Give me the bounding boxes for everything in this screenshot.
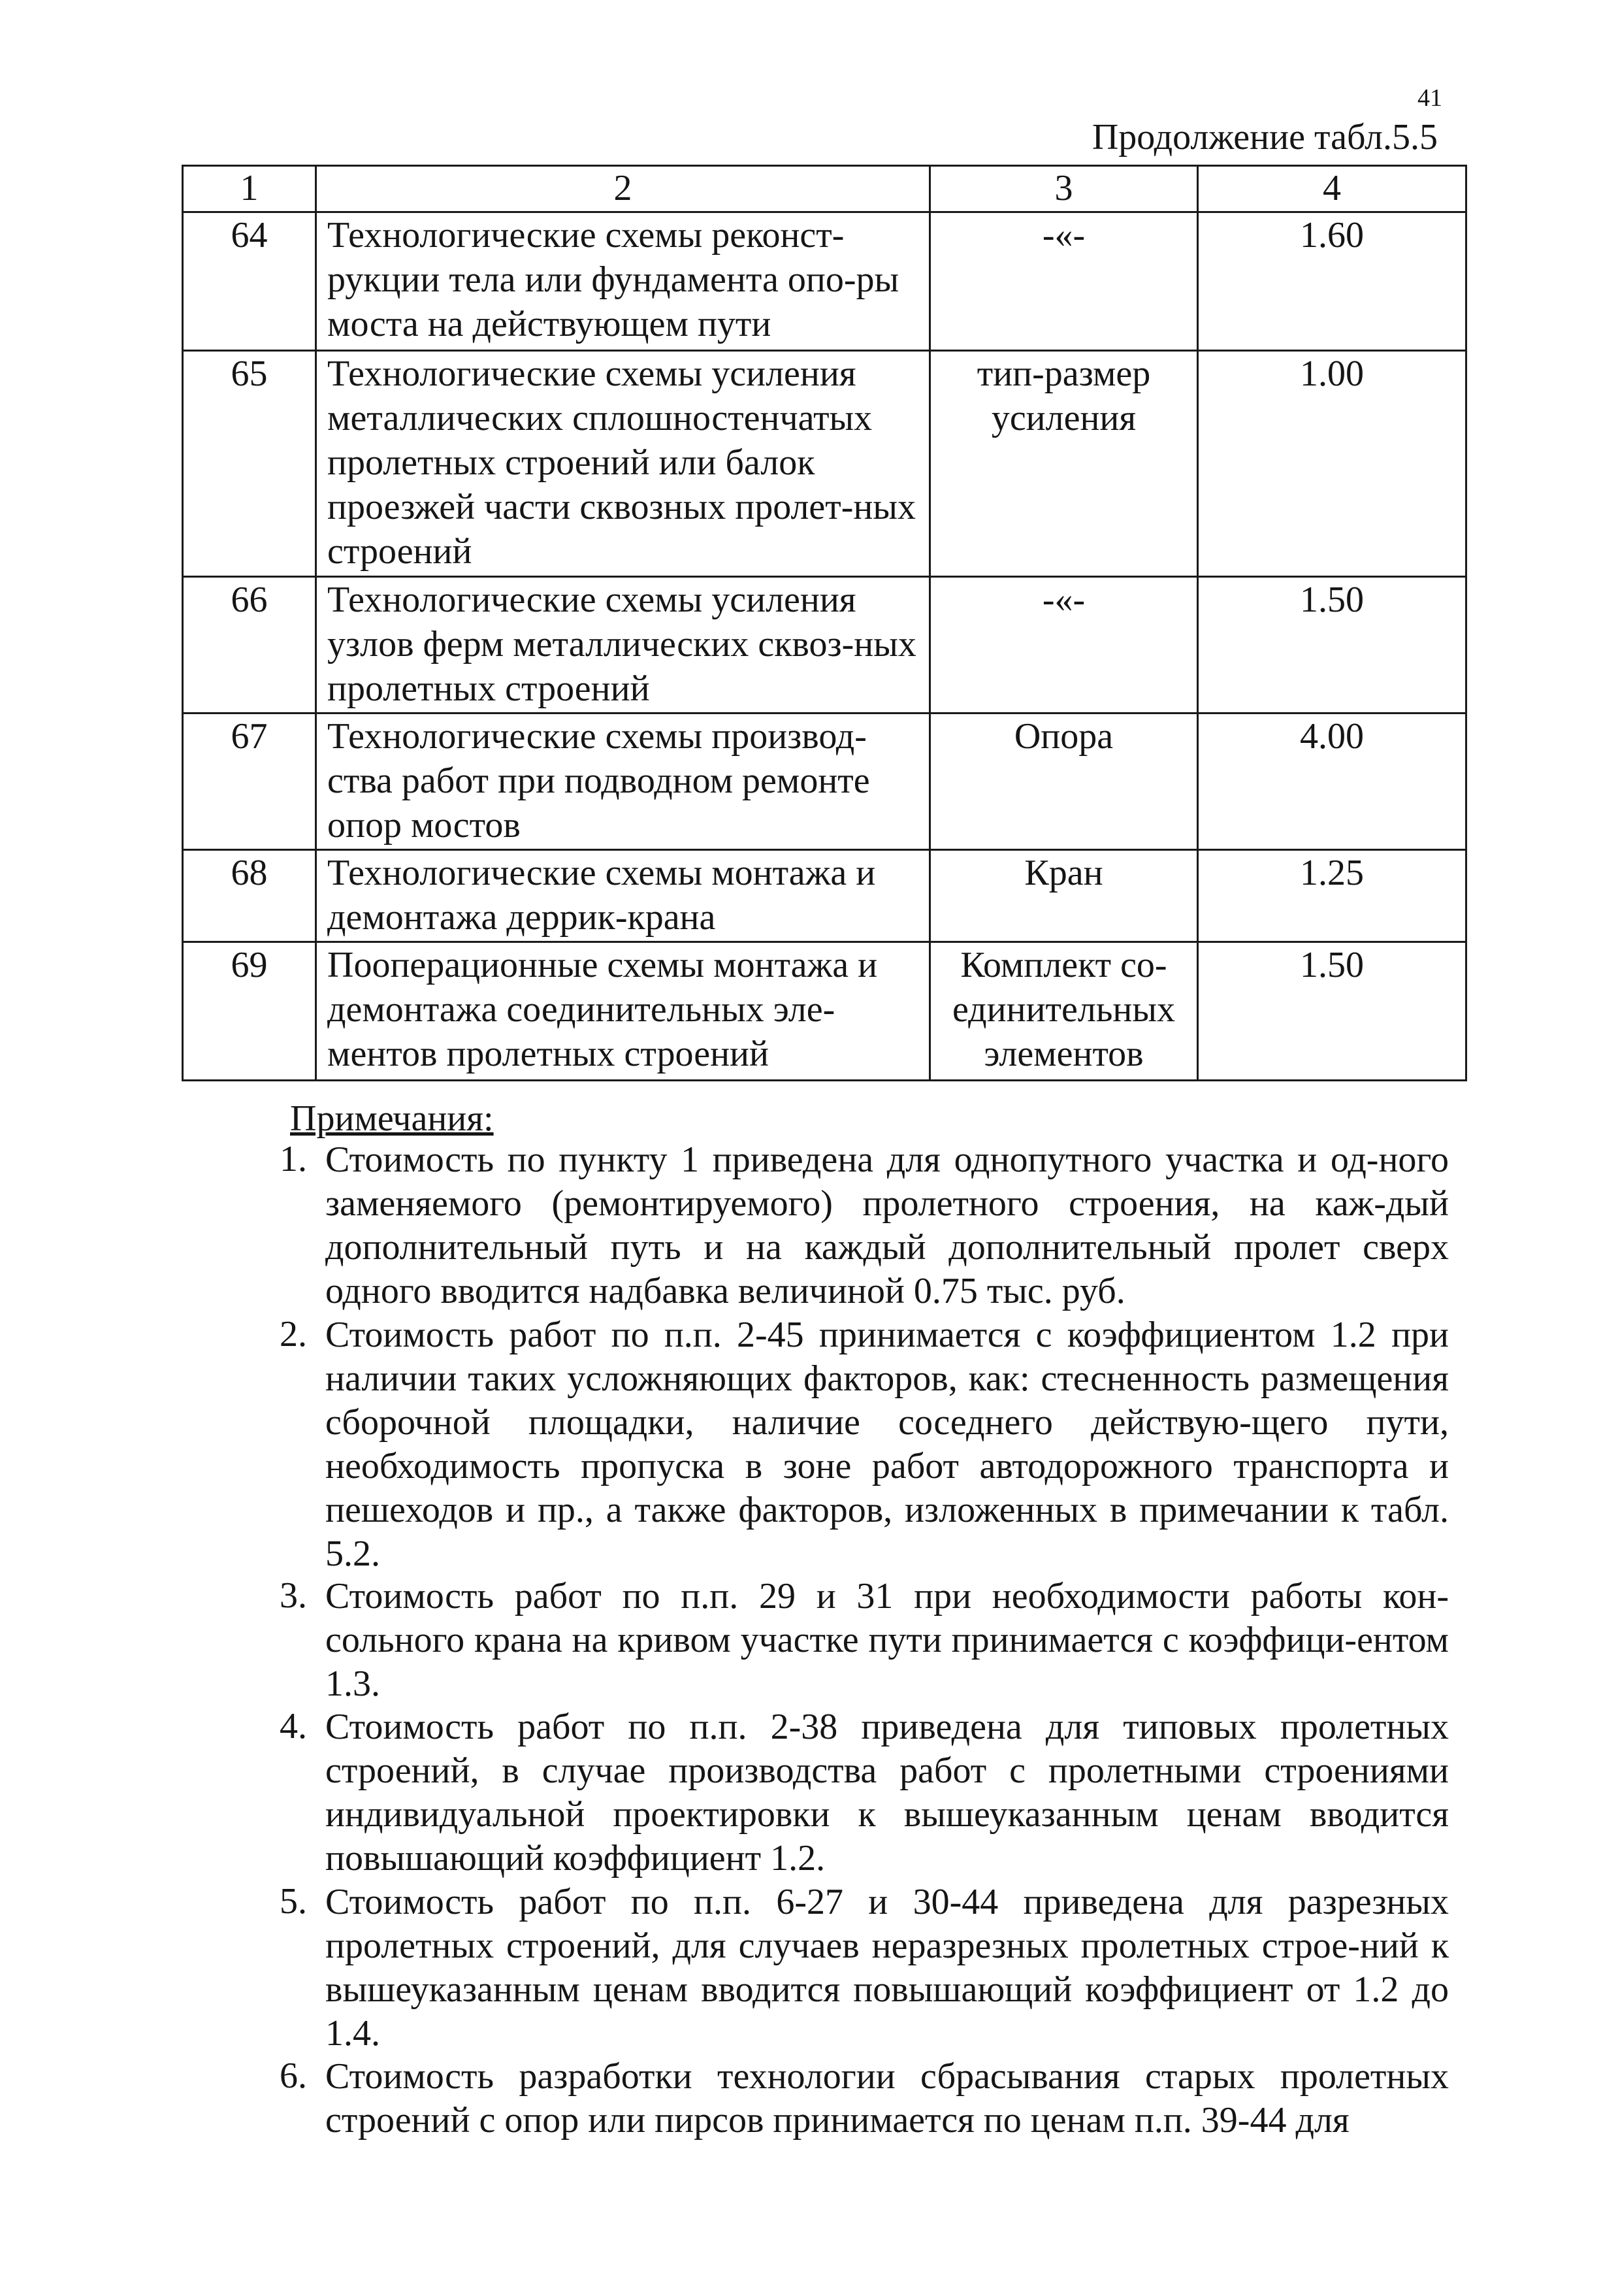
row-unit: -«- (930, 577, 1198, 713)
row-value: 4.00 (1198, 713, 1466, 850)
note-item (280, 1138, 1449, 1313)
row-value: 1.00 (1198, 351, 1466, 577)
note-item (280, 1705, 1449, 1880)
notes-title: Примечания: (290, 1098, 494, 1139)
row-unit: Опора (930, 713, 1198, 850)
note-item (280, 1575, 1449, 1706)
row-description: Технологические схемы усиления металлических сплошностенчатых пролетных строений или балок проезжей части сквозных пролет-ных строений (316, 351, 930, 577)
row-number: 69 (183, 942, 316, 1081)
row-value: 1.60 (1198, 212, 1466, 351)
note-number: 3. (280, 1575, 307, 1616)
row-number: 67 (183, 713, 316, 850)
row-value: 1.25 (1198, 850, 1466, 942)
row-description: Технологические схемы усиления узлов ферм металлических сквоз-ных пролетных строений (316, 577, 930, 713)
row-description: Пооперационные схемы монтажа и демонтажа соединительных эле-ментов пролетных строений (316, 942, 930, 1081)
header-cell-3: 3 (930, 166, 1198, 212)
row-number: 66 (183, 577, 316, 713)
row-value: 1.50 (1198, 942, 1466, 1081)
note-number: 6. (280, 2056, 307, 2096)
table-row (183, 212, 1466, 351)
note-text: Стоимость разработки технологии сбрасывания старых пролетных строений с опор или пирсов принимается по ценам п.п. 39-44 для (325, 2056, 1449, 2140)
row-value: 1.50 (1198, 577, 1466, 713)
header-cell-1: 1 (183, 166, 316, 212)
table-row (183, 713, 1466, 850)
header-cell-4: 4 (1198, 166, 1466, 212)
header-cell-2: 2 (316, 166, 930, 212)
note-item (280, 2055, 1449, 2142)
row-number: 64 (183, 212, 316, 351)
row-description: Технологические схемы реконст-рукции тела или фундамента опо-ры моста на действующем пути (316, 212, 930, 351)
table-header-row (183, 166, 1466, 212)
table-row (183, 577, 1466, 713)
row-unit: -«- (930, 212, 1198, 351)
note-number: 4. (280, 1706, 307, 1747)
row-unit: тип-размер усиления (930, 351, 1198, 577)
row-number: 65 (183, 351, 316, 577)
note-text: Стоимость работ по п.п. 2-38 приведена для типовых пролетных строений, в случае производства работ с пролетными строениями индивидуальной проектировки к вышеуказанным ценам вводится повышающий коэффициент 1.2. (325, 1707, 1449, 1878)
row-description: Технологические схемы монтажа и демонтажа деррик-крана (316, 850, 930, 942)
table-caption: Продолжение табл.5.5 (1092, 117, 1438, 157)
note-number: 1. (280, 1139, 307, 1179)
note-item (280, 1880, 1449, 2056)
note-text: Стоимость работ по п.п. 6-27 и 30-44 приведена для разрезных пролетных строений, для случаев неразрезных пролетных строе-ний к вышеуказанным ценам вводится повышающий коэффициент от 1.2 до 1.4. (325, 1882, 1449, 2054)
data-table (182, 165, 1467, 1081)
note-text: Стоимость работ по п.п. 29 и 31 при необходимости работы кон-сольного крана на кривом участке пути принимается с коэффици-ентом 1.3. (325, 1576, 1449, 1704)
table-row (183, 942, 1466, 1081)
page-number: 41 (1417, 84, 1442, 112)
row-unit: Комплект со-единительных элементов (930, 942, 1198, 1081)
table-row (183, 850, 1466, 942)
note-text: Стоимость по пункту 1 приведена для однопутного участка и од-ного заменяемого (ремонтируемого) пролетного строения, на каж-дый дополнительный путь и на каждый дополнительный пролет сверх одного вводится надбавка величиной 0.75 тыс. руб. (325, 1140, 1449, 1311)
table-row (183, 351, 1466, 577)
note-text: Стоимость работ по п.п. 2-45 принимается с коэффициентом 1.2 при наличии таких усложняющих факторов, как: стесненность размещения сборочной площадки, наличие соседнего действую-щего пути, необходимость пропуска в зоне работ автодорожного транспорта и пешеходов и пр., а также факторов, изложенных в примечании к табл. 5.2. (325, 1315, 1449, 1574)
note-item (280, 1313, 1449, 1576)
note-number: 5. (280, 1881, 307, 1922)
row-number: 68 (183, 850, 316, 942)
note-number: 2. (280, 1314, 307, 1354)
row-description: Технологические схемы производ-ства работ при подводном ремонте опор мостов (316, 713, 930, 850)
row-unit: Кран (930, 850, 1198, 942)
